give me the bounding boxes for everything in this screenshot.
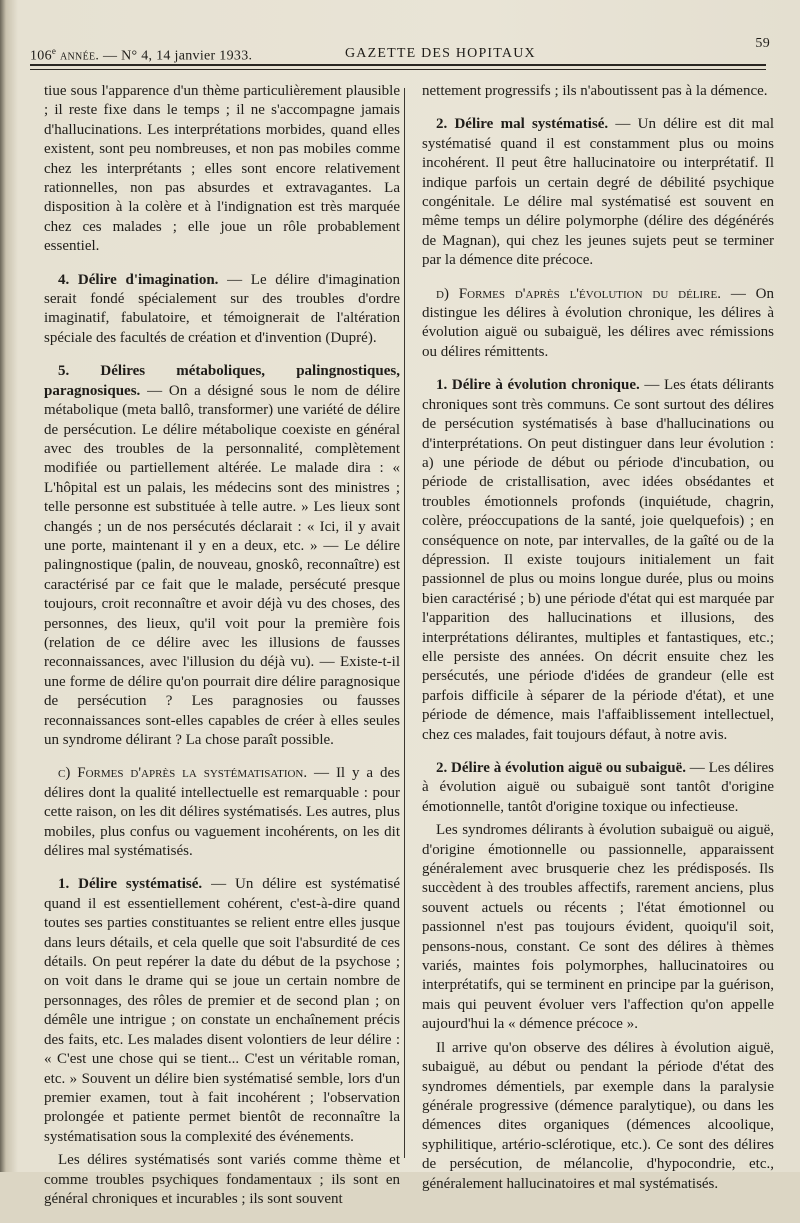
journal-title: GAZETTE DES HOPITAUX bbox=[345, 46, 536, 61]
section-heading: c) Formes d'après la systématisation. bbox=[58, 765, 308, 782]
paragraph: 4. Délire d'imagination. — Le délire d'imagination serait fondé spécialement sur des troubles d'ordre imaginatif, fabulatoire, et témoignerait de l'altération spéciale des facultés de création et d'invention (Dupré). bbox=[44, 271, 400, 346]
paragraph: d) Formes d'après l'évolution du délire. — On distingue les délires à évolution chronique, les délires à évolution aiguë ou subaiguë, les délires avec rémissions ou délires rémittents. bbox=[422, 285, 774, 360]
right-column bbox=[422, 82, 774, 1208]
section-heading: 2. Délire à évolution aiguë ou subaiguë. bbox=[436, 760, 686, 776]
left-column bbox=[44, 82, 400, 1223]
section-heading: 4. Délire d'imagination. bbox=[58, 271, 219, 288]
section-heading: 2. Délire mal systématisé. bbox=[436, 116, 609, 133]
paragraph: Les délires systématisés sont variés comme thème et comme troubles psychiques fondamentaux ; ils sont en général chroniques et incurables ; ils sont souvent bbox=[44, 1152, 400, 1207]
paragraph: 5. Délires métaboliques, palingnostiques, paragnosiques. — On a désigné sous le nom de délire métabolique (meta ballô, transformer) une variété de délire de persécution. Le délire métabolique coexiste en général avec des troubles de la personnalité, complètement modifiée ou partiellement altérée. Le malade dira : « L'hôpital est un palais, les médecins sont des ministres ; telle personne est substituée à telle autre. » Les lieux sont changés ; un de nos persécutés déclarait : « Ici, il y avait une porte, maintenant il y en a deux, etc. » — Le délire palingnostique (palin, de nouveau, gnoskô, reconnaître) est caractérisé par ce fait que le malade, persécuté presque toujours, croit reconnaître et avoir déjà vu des choses, des personnes, des lieux, qu'il voit pour la première fois (relation de ce délire avec les illusions de fausses reconnaissances, avec l'illusion du déjà vu). — Existe-t-il une forme de délire qu'on pourrait dire délire paragnosique de persécution ? Les paragnosies ou fausses reconnaissances sont-elles capables de créer à elles seules un syndrome délirant ? La chose paraît possible. bbox=[44, 363, 400, 748]
paragraph: Il arrive qu'on observe des délires à évolution aiguë, subaiguë, au début ou pendant la période d'état des syndromes démentiels, par exemple dans la paralysie générale progressive (démence paralytique), ou dans les démences dites organiques (démences alcoolique, syphilitique, artério-sclérotique, etc.). Ce sont des délires de persécution, de mélancolie, d'hypocondrie, etc., généralement hallucinatoires et mal systématisés. bbox=[422, 1039, 774, 1192]
paragraph: nettement progressifs ; ils n'aboutissent pas à la démence. bbox=[422, 83, 768, 99]
section-heading: 1. Délire systématisé. bbox=[58, 876, 203, 893]
section-heading: d) Formes d'après l'évolution du délire. bbox=[436, 285, 721, 302]
section-heading: 5. Délires métaboliques, palingnostiques, paragnosiques. bbox=[44, 363, 400, 399]
paragraph: 1. Délire systématisé. — Un délire est systématisé quand il est essentiellement cohérent, c'est-à-dire quand toutes ses parties constituantes se relient entre elles jusque dans leurs détails, et cela quelle que soit l'absurdité de ces détails. On peut repérer la date du début de la psychose ; on voit dans le drame qui se joue un certain nombre de personnages, des rôles de premier et de second plan ; on démêle une intrigue ; on constate un enchaînement précis des faits, etc. Les malades disent volontiers de leur délire : « C'est une chose qui se tient... C'est un véritable roman, etc. » Souvent un délire bien systématisé semble, lors d'un premier examen, tout à fait incohérent ; l'observation prolongée et patiente permet bientôt de reconnaître la systématisation sous la complexité des événements. bbox=[44, 876, 400, 1145]
page-number: 59 bbox=[755, 36, 770, 51]
paragraph: c) Formes d'après la systématisation. — Il y a des délires dont la qualité intellectuelle est remarquable : pour cette raison, on les dit délires systématisés. Les autres, plus mobiles, plus confus ou vaguement incohérents, on les dit délires mal systématisés. bbox=[44, 765, 400, 860]
header-rule-thin bbox=[30, 69, 766, 70]
section-heading: 1. Délire à évolution chronique. bbox=[436, 377, 640, 394]
paragraph: 2. Délire à évolution aiguë ou subaiguë. — Les délires à évolution aiguë ou subaiguë sont tantôt d'origine émotionnelle, tantôt d'origine toxique ou infectieuse. bbox=[422, 760, 774, 815]
paragraph: tiue sous l'apparence d'un thème particulièrement plausible ; il reste fixe dans le temps ; il ne s'accompagne jamais d'hallucinations. Les interprétations morbides, quand elles existent, sont peu nombreuses, et non pas mobiles comme chez les interprétants ; elles sont encore relativement rationnelles, non pas absurdes et extravagantes. La disposition à la colère et à l'indignation est très marquée chez ces malades ; elle joue un rôle probablement essentiel. bbox=[44, 83, 400, 255]
paragraph: 2. Délire mal systématisé. — Un délire est dit mal systématisé quand il est constamment plus ou moins incohérent. Il peut être hallucinatoire ou interprétatif. Il indique parfois un certain degré de débilité psychique congénitale. Le délire mal systématisé est souvent en même temps un délire polymorphe (délire des dégénérés de Magnan), qui chez les jeunes sujets peut se terminer par la démence dite précoce. bbox=[422, 116, 774, 269]
issue-info: 106e année. — N° 4, 14 janvier 1933. bbox=[30, 46, 253, 64]
paragraph: Les syndromes délirants à évolution subaiguë ou aiguë, d'origine émotionnelle ou passionnelle, apparaissent généralement avec brusquerie chez les prédisposés. Ils succèdent à des troubles affectifs, rarement anciens, plus souvent actuels ou récents ; l'état émotionnel ou passionnel n'est pas toujours évident, quoiqu'il soit, pensons-nous, constant. Ce sont des délires à thèmes variés, maintes fois polymorphes, hallucinatoires ou interprétatifs, qui se terminent en principe par la guérison, mais qui peuvent évoluer vers l'affection qu'on appelle aujourd'hui la « démence précoce ». bbox=[422, 822, 774, 1033]
header-rule bbox=[30, 64, 766, 66]
paragraph: 1. Délire à évolution chronique. — Les états délirants chroniques sont très communs. Ce sont surtout des délires de persécution systématisés à base d'hallucinations ou d'interprétations. On peut distinguer dans leur évolution : a) une période de début ou période d'incubation, ou période de cristallisation, avec idées obsédantes et troubles émotionnels profonds (inquiétude, chagrin, colère, préoccupations de la santé, joie quelquefois) ; en conséquence on note, par intervalles, de la gaîté ou de la dépression. Il existe toujours initialement un fait passionnel de plus ou moins longue durée, plus ou moins bien caractérisé ; b) une période d'état qui est marquée par l'apparition des hallucinations et illusions, des interprétations délirantes, multiples et fantastiques, etc.; elle persiste des années. On décrit ensuite chez les persécutés, une période d'idées de grandeur (elle est parfois difficile à séparer de la période d'état), et une période de démence, mais l'affaiblissement intellectuel, chez ces malades, fait toujours défaut, à notre avis. bbox=[422, 377, 775, 743]
column-separator bbox=[404, 88, 405, 1158]
